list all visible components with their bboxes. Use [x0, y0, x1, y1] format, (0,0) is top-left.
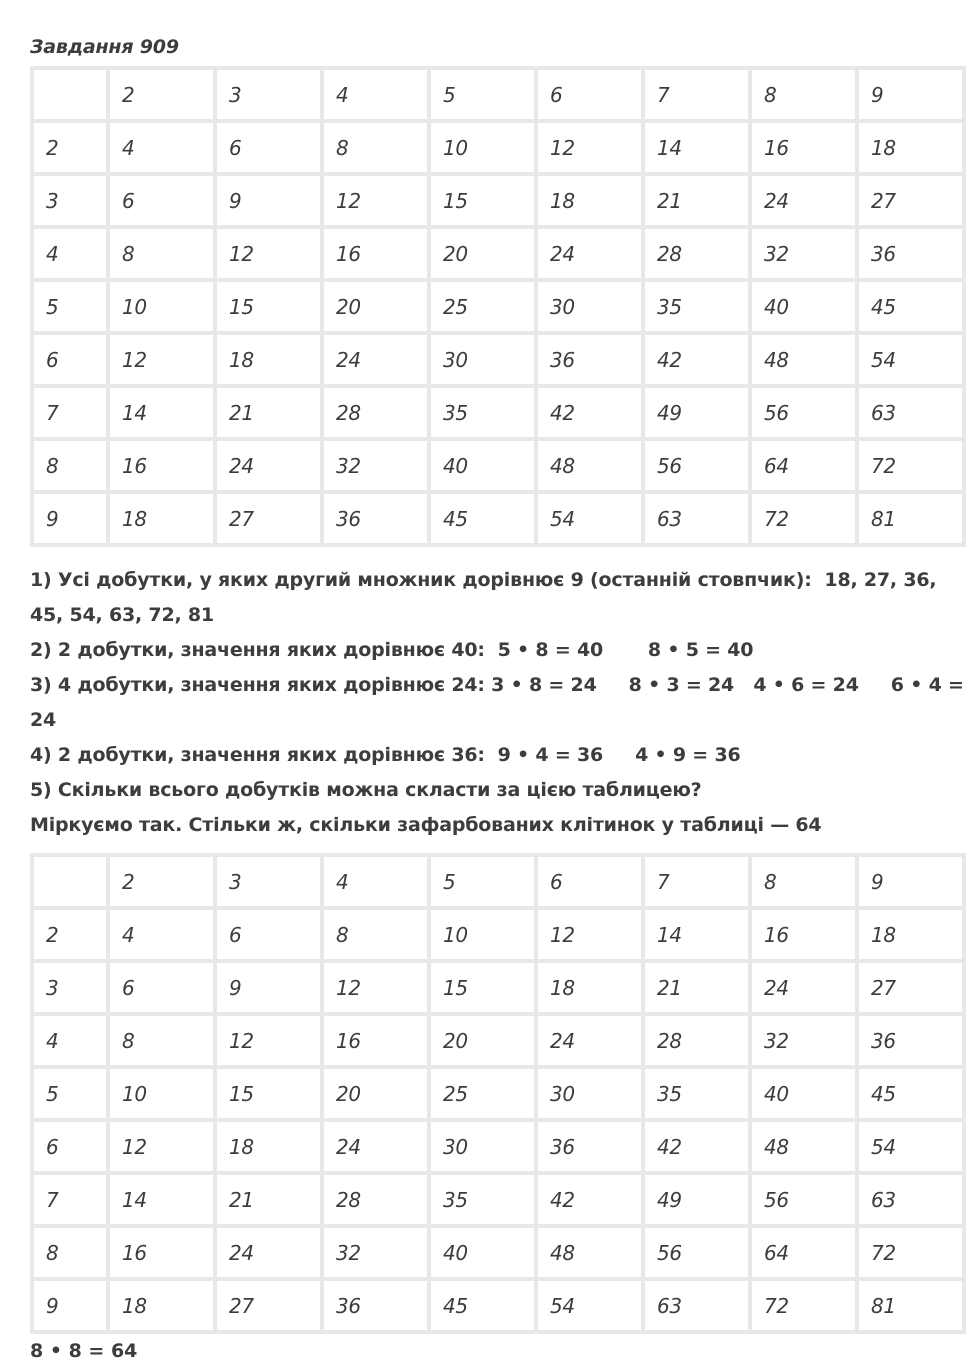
table-row	[34, 910, 962, 959]
product-cell: 15	[431, 963, 534, 1012]
product-cell: 40	[752, 282, 855, 331]
product-cell: 45	[431, 494, 534, 543]
factor-cell: 3	[34, 176, 106, 225]
product-cell: 28	[324, 1175, 427, 1224]
product-cell: 21	[217, 1175, 320, 1224]
product-cell: 10	[431, 123, 534, 172]
product-cell: 56	[752, 388, 855, 437]
product-cell: 45	[431, 1281, 534, 1330]
product-cell: 30	[431, 1122, 534, 1171]
product-cell: 48	[538, 441, 641, 490]
table-row	[34, 1016, 962, 1065]
factor-cell: 6	[538, 70, 641, 119]
factor-cell: 2	[110, 857, 213, 906]
product-cell: 20	[431, 1016, 534, 1065]
product-cell: 27	[217, 494, 320, 543]
product-cell: 54	[538, 494, 641, 543]
multiplication-table-top	[30, 66, 966, 547]
product-cell: 32	[752, 229, 855, 278]
product-cell: 27	[859, 176, 962, 225]
factor-cell: 8	[752, 70, 855, 119]
factor-cell: 3	[217, 70, 320, 119]
factor-cell: 2	[110, 70, 213, 119]
answer-line-3: 3) 4 добутки, значення яких дорівнює 24: 3 • 8 = 24 8 • 3 = 24 4 • 6 = 24 6 • 4 = 24	[30, 674, 971, 731]
product-cell: 6	[110, 176, 213, 225]
product-cell: 27	[217, 1281, 320, 1330]
product-cell: 40	[752, 1069, 855, 1118]
answer-line-4: 4) 2 добутки, значення яких дорівнює 36: 9 • 4 = 36 4 • 9 = 36	[30, 744, 741, 766]
product-cell: 6	[217, 910, 320, 959]
product-cell: 14	[645, 910, 748, 959]
product-cell: 25	[431, 1069, 534, 1118]
product-cell: 21	[217, 388, 320, 437]
factor-cell: 7	[645, 70, 748, 119]
table-row	[34, 1122, 962, 1171]
product-cell: 40	[431, 441, 534, 490]
product-cell: 28	[324, 388, 427, 437]
product-cell: 20	[431, 229, 534, 278]
factor-cell: 8	[752, 857, 855, 906]
product-cell: 8	[110, 1016, 213, 1065]
product-cell: 16	[752, 123, 855, 172]
product-cell: 18	[859, 123, 962, 172]
product-cell: 45	[859, 1069, 962, 1118]
product-cell: 49	[645, 1175, 748, 1224]
product-cell: 36	[538, 335, 641, 384]
product-cell: 18	[110, 1281, 213, 1330]
product-cell: 48	[538, 1228, 641, 1277]
product-cell: 42	[645, 335, 748, 384]
product-cell: 48	[752, 1122, 855, 1171]
factor-cell: 5	[431, 70, 534, 119]
product-cell: 24	[324, 1122, 427, 1171]
table-row	[34, 388, 962, 437]
product-cell: 63	[859, 388, 962, 437]
product-cell: 56	[752, 1175, 855, 1224]
factor-cell: 7	[34, 388, 106, 437]
cutoff-text: 8 • 8 = 64	[30, 1340, 138, 1362]
factor-cell: 6	[538, 857, 641, 906]
product-cell: 63	[645, 1281, 748, 1330]
corner-cell	[34, 70, 106, 119]
table-row	[34, 1175, 962, 1224]
task-title: Завдання 909	[30, 36, 179, 58]
factor-cell: 5	[34, 282, 106, 331]
product-cell: 12	[110, 1122, 213, 1171]
product-cell: 42	[645, 1122, 748, 1171]
product-cell: 42	[538, 1175, 641, 1224]
product-cell: 8	[324, 123, 427, 172]
product-cell: 63	[859, 1175, 962, 1224]
product-cell: 81	[859, 494, 962, 543]
factor-cell: 7	[645, 857, 748, 906]
product-cell: 18	[538, 176, 641, 225]
table-row	[34, 1069, 962, 1118]
product-cell: 16	[324, 229, 427, 278]
product-cell: 40	[431, 1228, 534, 1277]
factor-cell: 4	[34, 1016, 106, 1065]
product-cell: 63	[645, 494, 748, 543]
product-cell: 24	[538, 1016, 641, 1065]
product-cell: 20	[324, 282, 427, 331]
product-cell: 35	[645, 1069, 748, 1118]
product-cell: 72	[859, 1228, 962, 1277]
product-cell: 56	[645, 441, 748, 490]
product-cell: 6	[110, 963, 213, 1012]
factor-cell: 4	[324, 857, 427, 906]
product-cell: 36	[324, 1281, 427, 1330]
product-cell: 15	[217, 282, 320, 331]
product-cell: 42	[538, 388, 641, 437]
product-cell: 28	[645, 1016, 748, 1065]
product-cell: 24	[324, 335, 427, 384]
product-cell: 72	[752, 494, 855, 543]
factor-cell: 9	[34, 494, 106, 543]
product-cell: 10	[110, 1069, 213, 1118]
answers-block	[30, 563, 975, 843]
factor-cell: 6	[34, 335, 106, 384]
product-cell: 14	[645, 123, 748, 172]
product-cell: 25	[431, 282, 534, 331]
product-cell: 30	[538, 1069, 641, 1118]
corner-cell	[34, 857, 106, 906]
product-cell: 14	[110, 388, 213, 437]
product-cell: 72	[859, 441, 962, 490]
product-cell: 21	[645, 963, 748, 1012]
table-row	[34, 70, 962, 119]
table-row	[34, 229, 962, 278]
product-cell: 21	[645, 176, 748, 225]
product-cell: 24	[217, 1228, 320, 1277]
product-cell: 30	[431, 335, 534, 384]
product-cell: 36	[859, 1016, 962, 1065]
product-cell: 56	[645, 1228, 748, 1277]
product-cell: 32	[752, 1016, 855, 1065]
table-row	[34, 335, 962, 384]
product-cell: 18	[217, 1122, 320, 1171]
product-cell: 12	[217, 229, 320, 278]
product-cell: 54	[859, 335, 962, 384]
product-cell: 54	[538, 1281, 641, 1330]
product-cell: 20	[324, 1069, 427, 1118]
product-cell: 15	[431, 176, 534, 225]
product-cell: 24	[217, 441, 320, 490]
factor-cell: 2	[34, 123, 106, 172]
factor-cell: 9	[859, 70, 962, 119]
product-cell: 12	[324, 963, 427, 1012]
factor-cell: 6	[34, 1122, 106, 1171]
product-cell: 30	[538, 282, 641, 331]
table-row	[34, 441, 962, 490]
product-cell: 49	[645, 388, 748, 437]
product-cell: 64	[752, 441, 855, 490]
question-line-5: 5) Скільки всього добутків можна скласти за цією таблицею?	[30, 779, 702, 801]
factor-cell: 4	[324, 70, 427, 119]
factor-cell: 9	[859, 857, 962, 906]
table-row	[34, 494, 962, 543]
product-cell: 16	[324, 1016, 427, 1065]
factor-cell: 3	[34, 963, 106, 1012]
table-row	[34, 963, 962, 1012]
product-cell: 27	[859, 963, 962, 1012]
product-cell: 18	[110, 494, 213, 543]
product-cell: 32	[324, 1228, 427, 1277]
product-cell: 18	[538, 963, 641, 1012]
table-row	[34, 176, 962, 225]
answer-line-2: 2) 2 добутки, значення яких дорівнює 40: 5 • 8 = 40 8 • 5 = 40	[30, 639, 754, 661]
product-cell: 12	[538, 123, 641, 172]
factor-cell: 5	[431, 857, 534, 906]
product-cell: 8	[324, 910, 427, 959]
product-cell: 24	[752, 176, 855, 225]
product-cell: 9	[217, 963, 320, 1012]
reasoning-line: Міркуємо так. Стільки ж, скільки зафарбованих клітинок у таблиці — 64	[30, 814, 822, 836]
product-cell: 16	[110, 441, 213, 490]
product-cell: 24	[752, 963, 855, 1012]
product-cell: 8	[110, 229, 213, 278]
product-cell: 4	[110, 910, 213, 959]
product-cell: 10	[431, 910, 534, 959]
product-cell: 64	[752, 1228, 855, 1277]
table-row	[34, 857, 962, 906]
product-cell: 24	[538, 229, 641, 278]
product-cell: 9	[217, 176, 320, 225]
product-cell: 12	[110, 335, 213, 384]
product-cell: 81	[859, 1281, 962, 1330]
factor-cell: 8	[34, 1228, 106, 1277]
product-cell: 6	[217, 123, 320, 172]
product-cell: 15	[217, 1069, 320, 1118]
factor-cell: 3	[217, 857, 320, 906]
factor-cell: 2	[34, 910, 106, 959]
factor-cell: 9	[34, 1281, 106, 1330]
product-cell: 54	[859, 1122, 962, 1171]
product-cell: 12	[217, 1016, 320, 1065]
product-cell: 4	[110, 123, 213, 172]
product-cell: 16	[110, 1228, 213, 1277]
product-cell: 36	[324, 494, 427, 543]
product-cell: 36	[859, 229, 962, 278]
product-cell: 18	[217, 335, 320, 384]
product-cell: 18	[859, 910, 962, 959]
product-cell: 12	[324, 176, 427, 225]
table-row	[34, 1228, 962, 1277]
multiplication-table-bottom	[30, 853, 966, 1334]
product-cell: 32	[324, 441, 427, 490]
product-cell: 45	[859, 282, 962, 331]
product-cell: 10	[110, 282, 213, 331]
table-row	[34, 282, 962, 331]
product-cell: 28	[645, 229, 748, 278]
factor-cell: 5	[34, 1069, 106, 1118]
table-row	[34, 123, 962, 172]
factor-cell: 8	[34, 441, 106, 490]
factor-cell: 7	[34, 1175, 106, 1224]
product-cell: 12	[538, 910, 641, 959]
answer-line-1: 1) Усі добутки, у яких другий множник дорівнює 9 (останній стовпчик): 18, 27, 36, 45, 54, 63, 72, 81	[30, 569, 943, 626]
product-cell: 16	[752, 910, 855, 959]
product-cell: 72	[752, 1281, 855, 1330]
product-cell: 14	[110, 1175, 213, 1224]
product-cell: 48	[752, 335, 855, 384]
product-cell: 36	[538, 1122, 641, 1171]
factor-cell: 4	[34, 229, 106, 278]
product-cell: 35	[431, 388, 534, 437]
product-cell: 35	[645, 282, 748, 331]
product-cell: 35	[431, 1175, 534, 1224]
